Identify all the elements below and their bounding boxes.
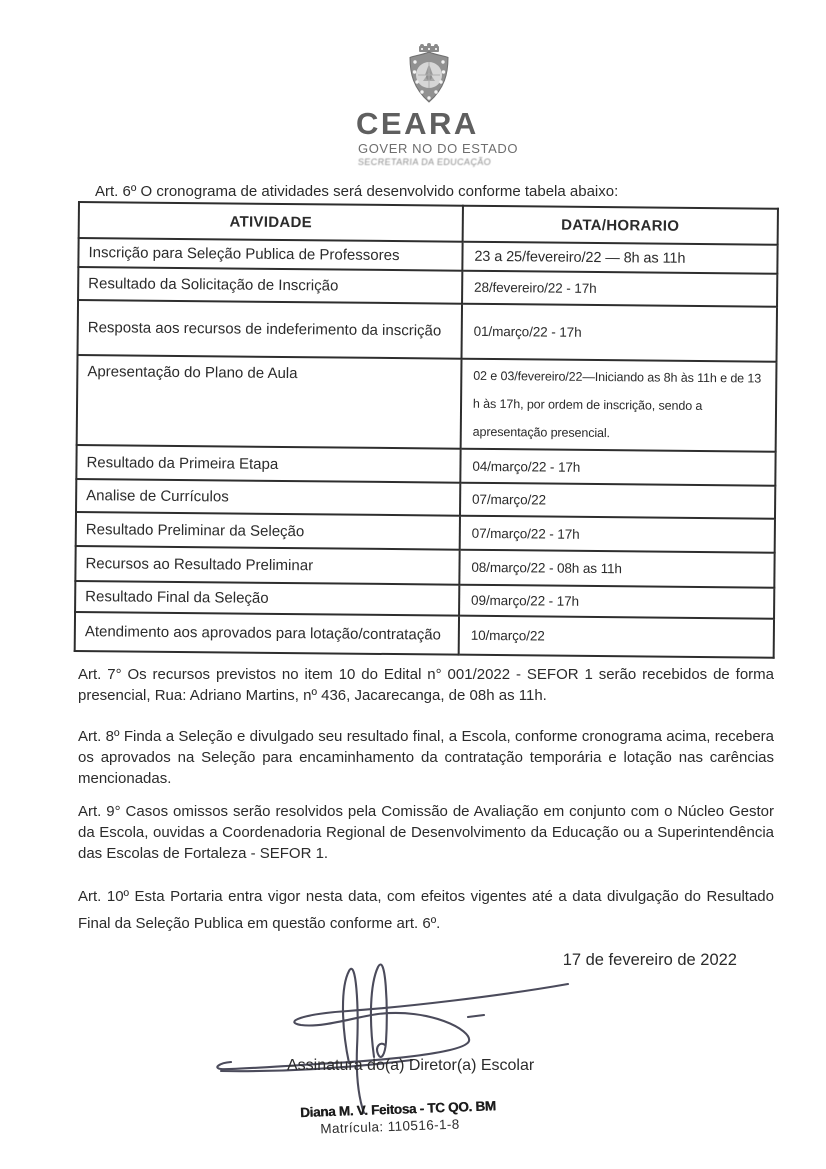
- activity-cell: Analise de Currículos: [76, 479, 460, 516]
- activity-cell: Recursos ao Resultado Preliminar: [75, 546, 459, 585]
- date-cell: 28/fevereiro/22 - 17h: [462, 271, 777, 307]
- logo-department: SECRETARIA DA EDUCAÇÃO: [357, 157, 492, 167]
- director-stamp: [299, 1098, 496, 1137]
- schedule-table: [74, 201, 779, 659]
- date-cell: 04/março/22 - 17h: [460, 449, 775, 486]
- activity-cell: Resposta aos recursos de indeferimento da inscrição: [78, 300, 462, 359]
- date-cell: 01/março/22 - 17h: [461, 304, 777, 362]
- activity-cell: Resultado Preliminar da Seleção: [76, 512, 460, 550]
- article-7: Art. 7° Os recursos previstos no item 10 do Edital n° 001/2022 - SEFOR 1 serão recebidos de forma presencial, Rua: Adriano Martins, nº 436, Jacarecanga, de 08h as 11h.: [78, 666, 774, 704]
- date-cell: 10/março/22: [459, 616, 774, 658]
- handwritten-signature-icon: [200, 958, 580, 1120]
- table-row: [78, 300, 777, 362]
- date-cell: 09/março/22 - 17h: [459, 585, 774, 619]
- article-8: Art. 8º Finda a Seleção e divulgado seu resultado final, a Escola, conforme cronograma acima, recebera os aprovados na Seleção para encaminhamento da contratação temporária e lotação nas carências mencionadas.: [78, 728, 774, 787]
- activity-cell: Resultado da Primeira Etapa: [76, 445, 460, 483]
- table-row: [77, 355, 777, 452]
- logo-title: CEARA: [356, 106, 479, 141]
- table-row: [75, 612, 774, 658]
- date-cell: 23 a 25/fevereiro/22 — 8h as 11h: [462, 242, 777, 274]
- article-10: Art. 10º Esta Portaria entra vigor nesta data, com efeitos vigentes até a data divulgação do Resultado Final da Seleção Publica em questão conforme art. 6º.: [78, 888, 774, 932]
- date-cell: 02 e 03/fevereiro/22—Iniciando as 8h às 11h e de 13 h às 17h, por ordem de inscrição, sendo a apresentação presencial.: [461, 359, 777, 452]
- activity-cell: Resultado Final da Seleção: [75, 581, 459, 616]
- document-date: 17 de fevereiro de 2022: [562, 951, 737, 969]
- activity-cell: Atendimento aos aprovados para lotação/contratação: [75, 612, 459, 655]
- activity-cell: Apresentação do Plano de Aula: [77, 355, 462, 449]
- article-6-intro: Art. 6º O cronograma de atividades será desenvolvido conforme tabela abaixo:: [95, 183, 619, 200]
- article-9: Art. 9° Casos omissos serão resolvidos pela Comissão de Avaliação em conjunto com o Núcleo Gestor da Escola, ouvidas a Coordenadoria Regional de Desenvolvimento da Educação ou a Superintendência das Escolas de Fortaleza - SEFOR 1.: [78, 803, 774, 862]
- activity-cell: Resultado da Solicitação de Inscrição: [78, 267, 462, 304]
- ceara-coat-of-arms-icon: [406, 42, 452, 108]
- date-cell: 07/março/22: [460, 483, 775, 519]
- column-header-data-horario: DATA/HORARIO: [463, 206, 778, 245]
- stamp-registration: Matrícula: 110516-1-8: [320, 1116, 460, 1137]
- logo-subtitle: GOVER NO DO ESTADO: [358, 141, 519, 156]
- activity-cell: Inscrição para Seleção Publica de Professores: [78, 238, 462, 271]
- signature-label: Assinatura do(a) Diretor(a) Escolar: [287, 1057, 535, 1074]
- date-cell: 07/março/22 - 17h: [460, 516, 775, 553]
- column-header-atividade: ATIVIDADE: [79, 202, 463, 242]
- stamp-name: Diana M. V. Feitosa - TC QO. BM: [299, 1098, 496, 1121]
- date-cell: 08/março/22 - 08h as 11h: [459, 550, 774, 588]
